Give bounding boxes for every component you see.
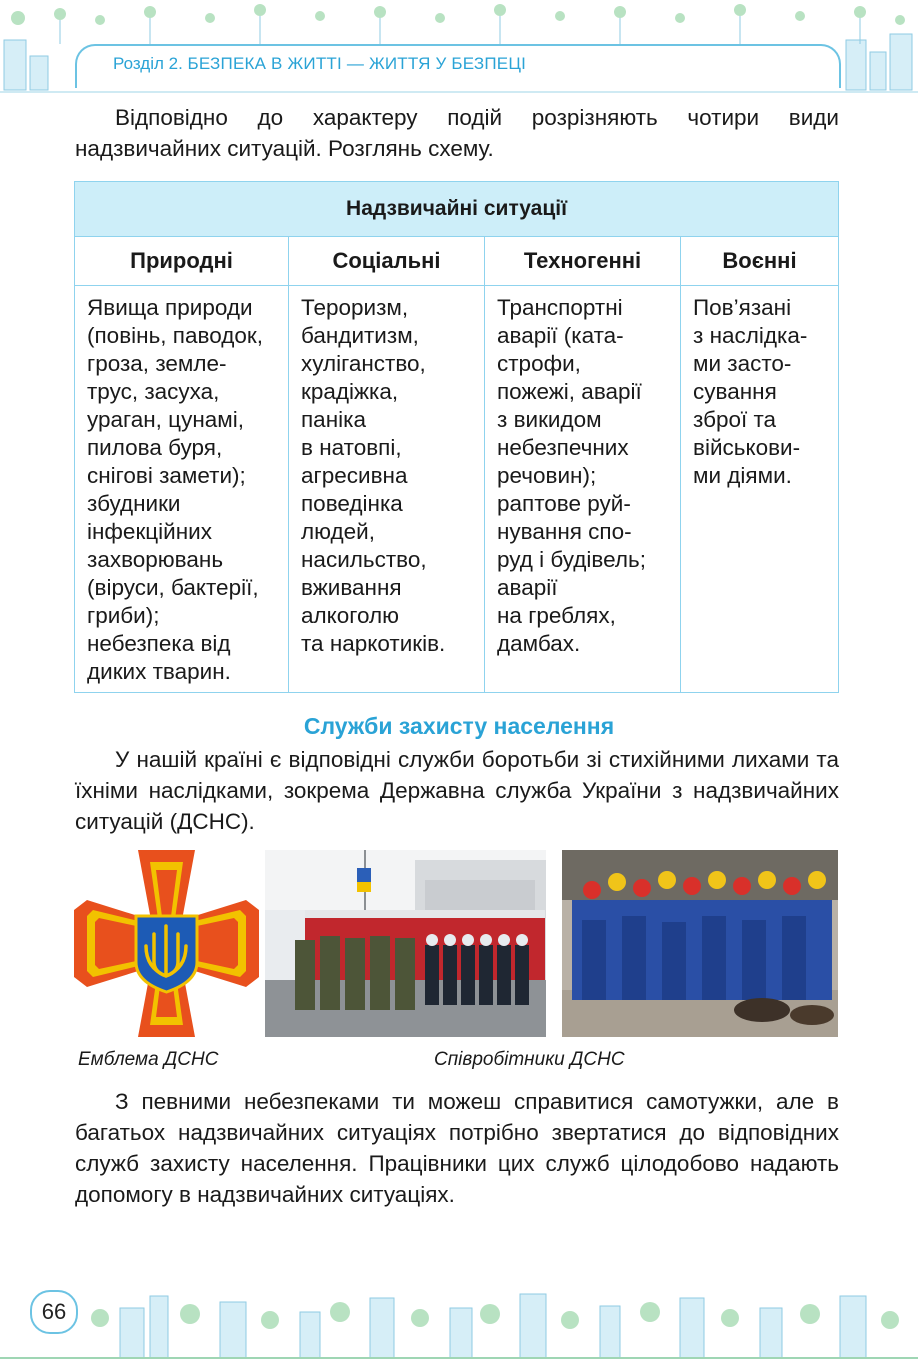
intro-text: Відповідно до характеру подій розрізняють чотири види надзвичайних ситуацій. Розглянь схему.	[75, 105, 839, 161]
cell-line: нування спо-	[497, 519, 632, 544]
cell-line: поведінка	[301, 491, 403, 516]
footer-city-decoration	[0, 1268, 918, 1360]
column-header-technogenic: Техногенні	[485, 237, 681, 286]
cell-line: агресивна	[301, 463, 408, 488]
intro-paragraph	[75, 102, 839, 164]
column-header-natural: Природні	[75, 237, 289, 286]
cell-line: речовин);	[497, 463, 597, 488]
cell-line: аварії	[497, 575, 558, 600]
cell-line: Пов’язані	[693, 295, 792, 320]
cell-line: аварії (ката-	[497, 323, 624, 348]
cell-line: алкоголю	[301, 603, 399, 628]
services-section-title: Служби захисту населення	[303, 713, 615, 739]
page-number: 66	[30, 1290, 78, 1334]
cell-line: Явища природи	[87, 295, 253, 320]
cell-line: паніка	[301, 407, 366, 432]
cell-military	[681, 286, 839, 693]
cell-line: дамбах.	[497, 631, 581, 656]
cell-line: Тероризм,	[301, 295, 409, 320]
emergency-types-table	[74, 181, 839, 693]
cell-line: (віруси, бактерії,	[87, 575, 259, 600]
cell-social	[289, 286, 485, 693]
cell-line: бандитизм,	[301, 323, 419, 348]
services-text: У нашій країні є відповідні служби боротьби зі стихійними лихами та їхніми наслідками, зокрема Державна служба України з надзвичайних ситуацій (ДСНС).	[75, 747, 839, 834]
cell-line: сування	[693, 379, 777, 404]
cell-line: хуліганство,	[301, 351, 426, 376]
column-header-social: Соціальні	[289, 237, 485, 286]
cell-line: трус, засуха,	[87, 379, 220, 404]
section-title: БЕЗПЕКА В ЖИТТІ — ЖИТТЯ У БЕЗПЕЦІ	[187, 54, 527, 73]
cell-line: вживання	[301, 575, 402, 600]
cell-line: ураган, цунамі,	[87, 407, 244, 432]
cell-line: та наркотиків.	[301, 631, 446, 656]
cell-line: небезпека від	[87, 631, 231, 656]
cell-line: руд і будівель;	[497, 547, 646, 572]
cell-line: гриби);	[87, 603, 160, 628]
cell-line: пожежі, аварії	[497, 379, 642, 404]
cell-line: раптове руй-	[497, 491, 631, 516]
dsns-staff-photo-2	[562, 850, 838, 1037]
cell-line: (повінь, паводок,	[87, 323, 263, 348]
column-header-military: Воєнні	[681, 237, 839, 286]
dsns-emblem-image	[74, 850, 259, 1037]
cell-line: ми діями.	[693, 463, 792, 488]
cell-line: крадіжка,	[301, 379, 399, 404]
running-header	[113, 54, 526, 74]
cell-line: на греблях,	[497, 603, 616, 628]
cell-line: людей,	[301, 519, 375, 544]
cell-line: інфекційних	[87, 519, 212, 544]
cell-line: ми засто-	[693, 351, 792, 376]
dsns-staff-photo-1	[265, 850, 546, 1037]
cell-line: в натовпі,	[301, 435, 402, 460]
cell-line: небезпечних	[497, 435, 629, 460]
cell-natural	[75, 286, 289, 693]
cell-line: з викидом	[497, 407, 602, 432]
cell-line: диких тварин.	[87, 659, 231, 684]
closing-text: З певними небезпеками ти можеш справитися самотужки, але в багатьох надзвичайних ситуаціях потрібно звертатися до відповідних служб захисту населення. Працівники цих служб цілодобово надають допомогу в надзвичайних ситуаціях.	[75, 1089, 839, 1207]
cell-technogenic	[485, 286, 681, 693]
emblem-caption: Емблема ДСНС	[78, 1049, 219, 1070]
cell-line: збудники	[87, 491, 181, 516]
cell-line: військови-	[693, 435, 801, 460]
cell-line: зброї та	[693, 407, 777, 432]
section-prefix: Розділ 2.	[113, 54, 183, 73]
cell-line: насильство,	[301, 547, 427, 572]
cell-line: пилова буря,	[87, 435, 223, 460]
cell-line: захворювань	[87, 547, 224, 572]
closing-paragraph	[75, 1086, 839, 1210]
cell-line: Транспортні	[497, 295, 623, 320]
cell-line: строфи,	[497, 351, 581, 376]
staff-caption: Співробітники ДСНС	[434, 1049, 625, 1070]
services-paragraph	[75, 744, 839, 837]
cell-line: з наслідка-	[693, 323, 808, 348]
cell-line: гроза, земле-	[87, 351, 227, 376]
cell-line: снігові замети);	[87, 463, 246, 488]
table-title: Надзвичайні ситуації	[75, 182, 839, 237]
